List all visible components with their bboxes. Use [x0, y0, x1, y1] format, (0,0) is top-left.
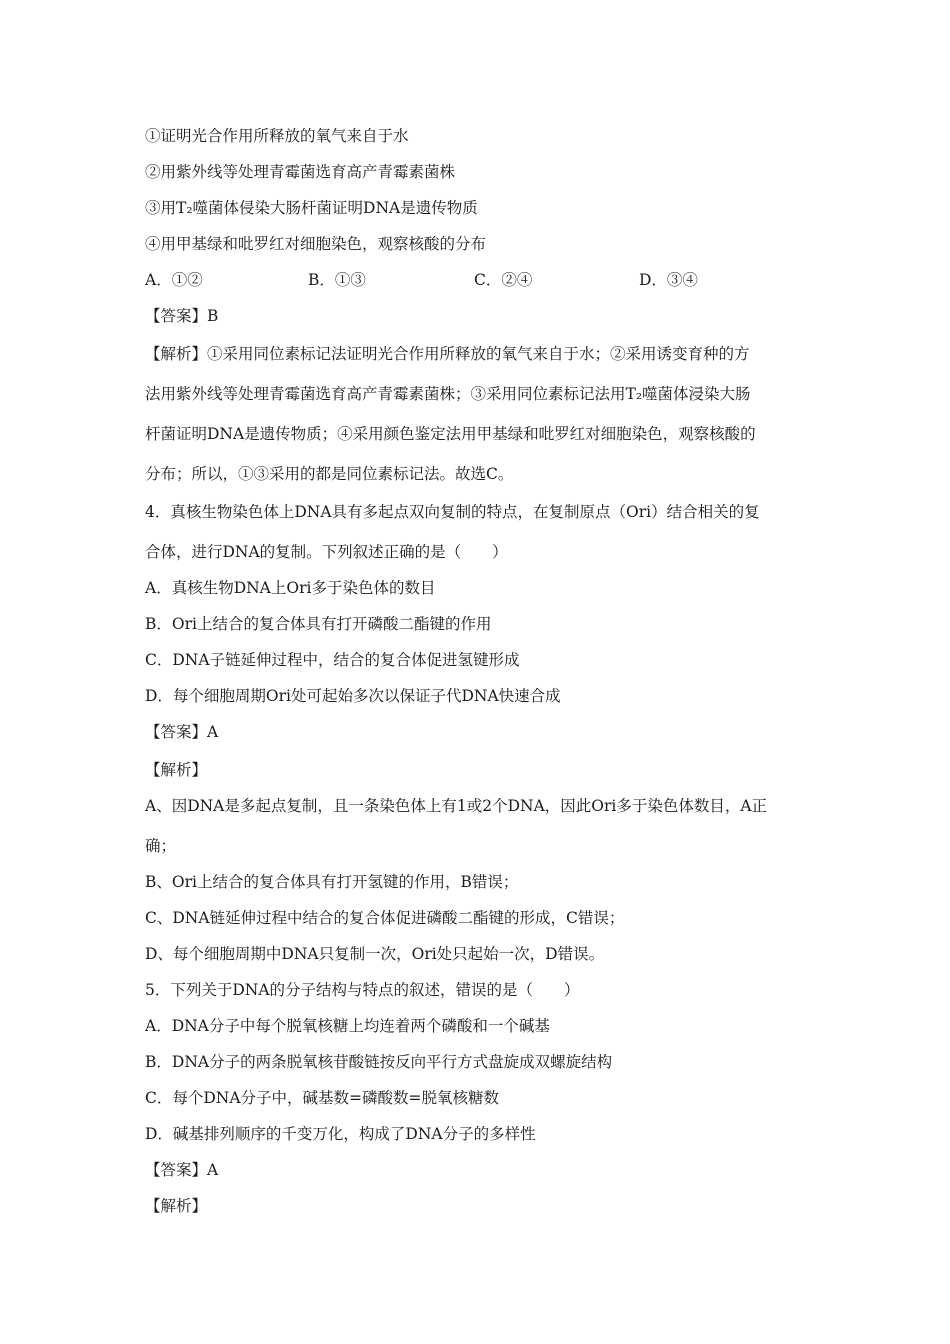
q3-analysis-line-1: 【解析】①采用同位素标记法证明光合作用所释放的氧气来自于水；②采用诱变育种的方: [145, 345, 750, 363]
q4-analysis-line-5: D、每个细胞周期中DNA只复制一次，Ori处只起始一次，D错误。: [145, 945, 605, 963]
q3-item-3: ③用T₂噬菌体侵染大肠杆菌证明DNA是遗传物质: [145, 199, 478, 217]
q3-analysis-line-4: 分布；所以，①③采用的都是同位素标记法。故选C。: [145, 465, 514, 483]
q3-answer: 【答案】B: [145, 307, 219, 325]
q4-analysis-line-1: A、因DNA是多起点复制，且一条染色体上有1或2个DNA，因此Ori多于染色体数目，A正: [145, 797, 768, 815]
q5-option-b: B．DNA分子的两条脱氧核苷酸链按反向平行方式盘旋成双螺旋结构: [145, 1053, 613, 1071]
q4-option-b: B．Ori上结合的复合体具有打开磷酸二酯键的作用: [145, 615, 492, 633]
q5-option-a: A．DNA分子中每个脱氧核糖上均连着两个磷酸和一个碱基: [145, 1017, 550, 1035]
q4-option-a: A．真核生物DNA上Ori多于染色体的数目: [145, 579, 436, 597]
q3-option-a: A．①②: [145, 271, 203, 289]
q4-stem-line-1: 4．真核生物染色体上DNA具有多起点双向复制的特点，在复制原点（Ori）结合相关的复: [145, 503, 760, 521]
q4-answer: 【答案】A: [145, 723, 219, 741]
q3-option-c: C．②④: [474, 271, 533, 289]
q5-answer: 【答案】A: [145, 1161, 219, 1179]
q4-analysis-line-2: 确；: [145, 837, 177, 855]
q4-analysis-line-3: B、Ori上结合的复合体具有打开氢键的作用，B错误；: [145, 873, 519, 891]
q5-stem: 5．下列关于DNA的分子结构与特点的叙述，错误的是（ ）: [145, 981, 580, 999]
q3-item-4: ④用甲基绿和吡罗红对细胞染色，观察核酸的分布: [145, 235, 487, 253]
q3-option-b: B．①③: [308, 271, 366, 289]
q4-analysis-title: 【解析】: [145, 761, 208, 779]
q5-analysis-title: 【解析】: [145, 1197, 208, 1215]
q4-stem-line-2: 合体，进行DNA的复制。下列叙述正确的是（ ）: [145, 543, 508, 561]
q5-option-d: D．碱基排列顺序的千变万化，构成了DNA分子的多样性: [145, 1125, 536, 1143]
q3-analysis-line-2: 法用紫外线等处理青霉菌选育高产青霉素菌株；③采用同位素标记法用T₂噬菌体浸染大肠: [145, 385, 751, 403]
q4-option-c: C．DNA子链延伸过程中，结合的复合体促进氢键形成: [145, 651, 520, 669]
q3-option-d: D．③④: [639, 271, 698, 289]
q3-analysis-line-3: 杆菌证明DNA是遗传物质；④采用颜色鉴定法用甲基绿和吡罗红对细胞染色，观察核酸的: [145, 425, 756, 443]
q5-option-c: C．每个DNA分子中，碱基数=磷酸数=脱氧核糖数: [145, 1089, 500, 1107]
q3-item-2: ②用紫外线等处理青霉菌选育高产青霉素菌株: [145, 163, 456, 181]
q4-analysis-line-4: C、DNA链延伸过程中结合的复合体促进磷酸二酯键的形成，C错误；: [145, 909, 625, 927]
q4-option-d: D．每个细胞周期Ori处可起始多次以保证子代DNA快速合成: [145, 687, 561, 705]
q3-item-1: ①证明光合作用所释放的氧气来自于水: [145, 127, 409, 145]
